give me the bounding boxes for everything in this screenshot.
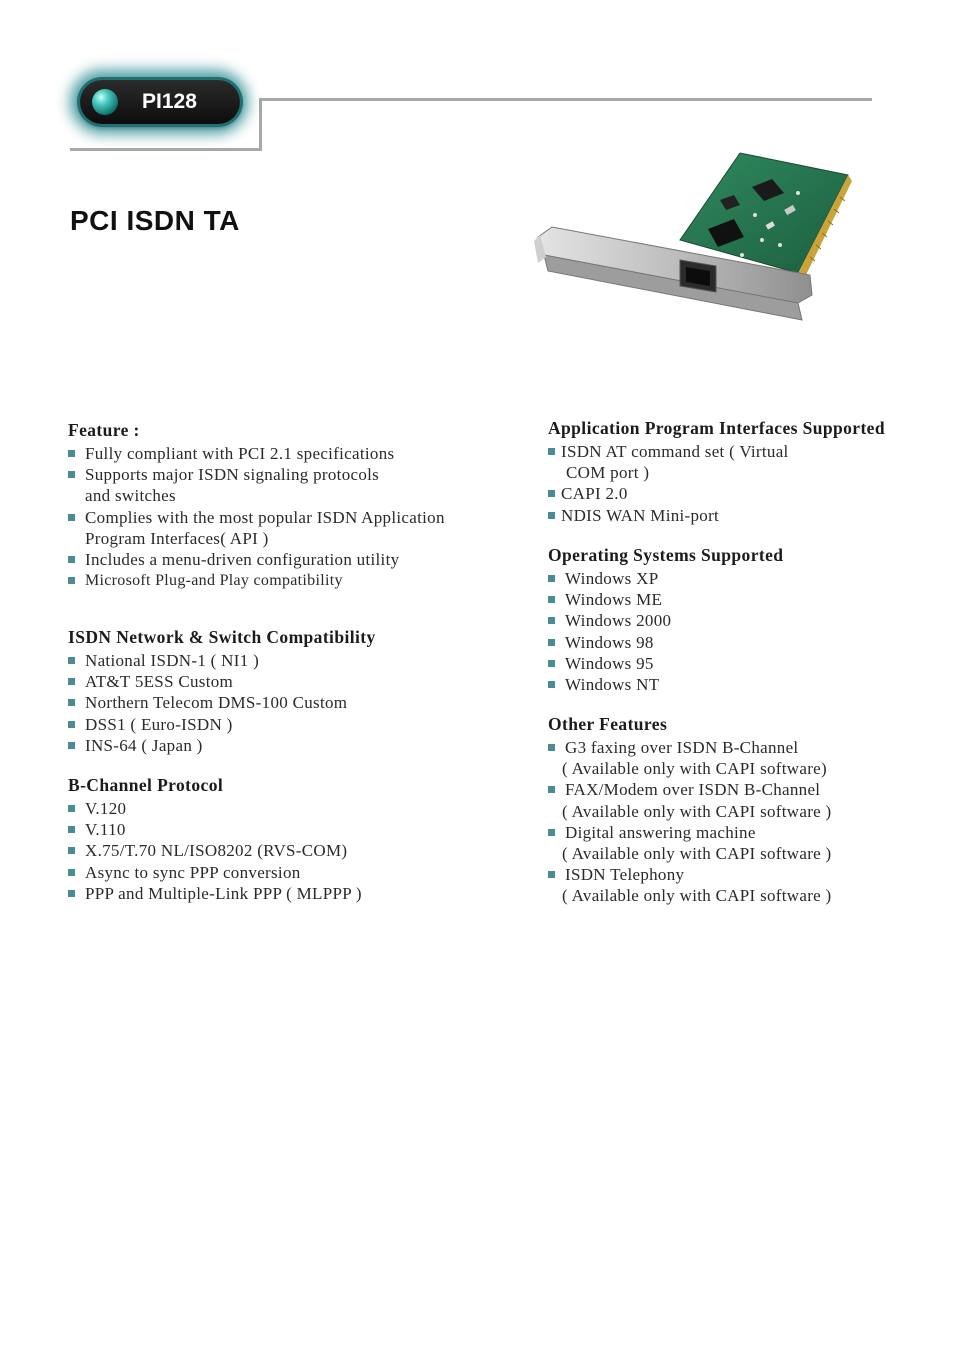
pci-card-image — [530, 145, 860, 330]
list-item: National ISDN-1 ( NI1 ) — [68, 650, 508, 671]
b-channel-list — [68, 798, 508, 904]
list-item: V.110 — [68, 819, 508, 840]
section-heading: Operating Systems Supported — [548, 545, 784, 565]
section-heading: B-Channel Protocol — [68, 775, 224, 795]
product-title: PCI ISDN TA — [70, 205, 240, 236]
list-item: ISDN AT command set ( Virtual COM port ) — [548, 441, 948, 483]
list-item: CAPI 2.0 — [548, 483, 948, 504]
os-list — [548, 568, 948, 695]
other-features-section — [548, 714, 948, 907]
section-heading: ISDN Network & Switch Compatibility — [68, 627, 376, 647]
list-item: Windows 95 — [548, 653, 948, 674]
other-features-list — [548, 737, 948, 907]
list-item: Northern Telecom DMS-100 Custom — [68, 692, 508, 713]
header-rule-top — [259, 98, 872, 101]
model-number: PI128 — [142, 90, 197, 113]
list-item: NDIS WAN Mini-port — [548, 505, 948, 526]
list-item: Windows ME — [548, 589, 948, 610]
list-item: Fully compliant with PCI 2.1 specifications — [68, 443, 508, 464]
list-item: Windows 98 — [548, 632, 948, 653]
api-list — [548, 441, 948, 526]
list-item: ISDN Telephony ( Available only with CAPI software ) — [548, 864, 948, 906]
header-rule-bottom — [70, 148, 262, 151]
isdn-compatibility-section — [68, 627, 508, 756]
section-heading: Other Features — [548, 714, 668, 734]
list-item: Supports major ISDN signaling protocols and switches — [68, 464, 508, 506]
badge-orb-icon — [92, 89, 118, 115]
list-item: DSS1 ( Euro-ISDN ) — [68, 714, 508, 735]
os-section — [548, 545, 948, 695]
b-channel-section — [68, 775, 508, 904]
section-heading: Feature : — [68, 420, 140, 440]
model-badge — [80, 80, 240, 124]
feature-list — [68, 443, 508, 591]
feature-section — [68, 420, 508, 591]
list-item: Complies with the most popular ISDN Application Program Interfaces( API ) — [68, 507, 508, 549]
list-item: Windows XP — [548, 568, 948, 589]
list-item: Includes a menu-driven configuration utility — [68, 549, 508, 570]
list-item: FAX/Modem over ISDN B-Channel ( Available only with CAPI software ) — [548, 779, 948, 821]
header-rule-vertical — [259, 98, 262, 151]
list-item: INS-64 ( Japan ) — [68, 735, 508, 756]
list-item: Async to sync PPP conversion — [68, 862, 508, 883]
list-item: Windows 2000 — [548, 610, 948, 631]
list-item: X.75/T.70 NL/ISO8202 (RVS-COM) — [68, 840, 508, 861]
list-item: Digital answering machine ( Available only with CAPI software ) — [548, 822, 948, 864]
list-item: Windows NT — [548, 674, 948, 695]
list-item: G3 faxing over ISDN B-Channel ( Available only with CAPI software) — [548, 737, 948, 779]
section-heading: Application Program Interfaces Supported — [548, 418, 885, 438]
api-section — [548, 418, 948, 526]
isdn-list — [68, 650, 508, 756]
list-item: Microsoft Plug-and Play compatibility — [68, 570, 508, 591]
list-item: PPP and Multiple-Link PPP ( MLPPP ) — [68, 883, 508, 904]
list-item: AT&T 5ESS Custom — [68, 671, 508, 692]
list-item: V.120 — [68, 798, 508, 819]
